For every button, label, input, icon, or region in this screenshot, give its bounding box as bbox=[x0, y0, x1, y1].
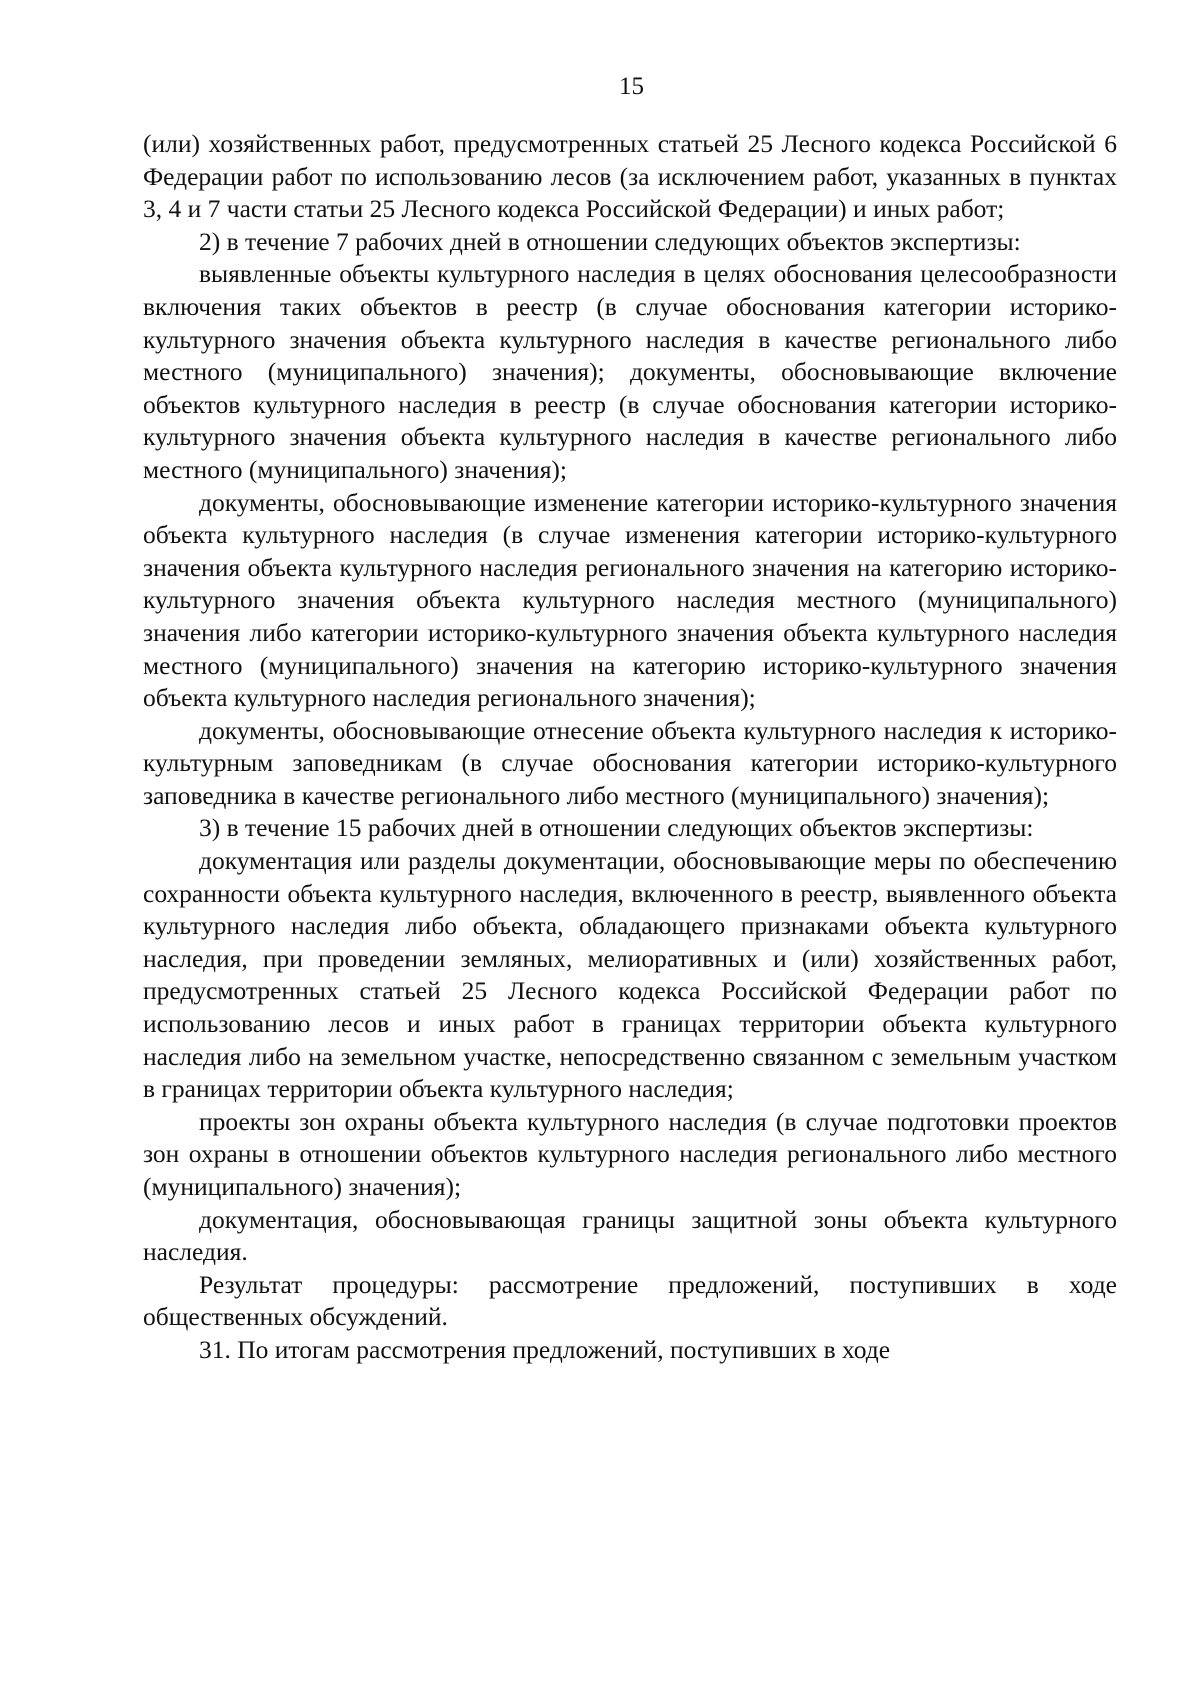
paragraph: проекты зон охраны объекта культурного наследия (в случае подготовки проектов зон охраны в отношении объектов культурного наследия регионального либо местного (муниципального) значения); bbox=[143, 1106, 1117, 1201]
page-number: 15 bbox=[619, 73, 644, 100]
paragraph: 31. По итогам рассмотрения предложений, поступивших в ходе bbox=[199, 1334, 891, 1364]
paragraph: документация или разделы документации, обосновывающие меры по обеспечению сохранности объекта культурного наследия, включенного в реестр, выявленного объекта культурного наследия либо объекта, обладающего признаками объекта культурного наследия, при проведении земляных, мелиоративных и (или) хозяйственных работ, предусмотренных статьей 25 Лесного кодекса Российской Федерации работ по использованию лесов и иных работ в границах территории объекта культурного наследия либо на земельном участке, непосредственно связанном с земельным участком в границах территории объекта культурного наследия; bbox=[143, 846, 1117, 1104]
paragraph: Результат процедуры: рассмотрение предложений, поступивших в ходе общественных обсуждений. bbox=[143, 1269, 1117, 1332]
paragraph: (или) хозяйственных работ, предусмотренных статьей 25 Лесного кодекса Российской 6 Федерации работ по использованию лесов (за исключением работ, указанных в пунктах 3, 4 и 7 части статьи 25 Лесного кодекса Российской Федерации) и иных работ; bbox=[143, 129, 1117, 224]
paragraph: 3) в течение 15 рабочих дней в отношении следующих объектов экспертизы: bbox=[199, 813, 1034, 843]
paragraph: 2) в течение 7 рабочих дней в отношении следующих объектов экспертизы: bbox=[199, 226, 1021, 256]
paragraph: выявленные объекты культурного наследия в целях обоснования целесообразности включения таких объектов в реестр (в случае обоснования категории историко-культурного значения объекта культурного наследия в качестве регионального либо местного (муниципального) значения); документы, обосновывающие включение объектов культурного наследия в реестр (в случае обоснования категории историко-культурного значения объекта культурного наследия в качестве регионального либо местного (муниципального) значения); bbox=[143, 259, 1117, 484]
document-body bbox=[143, 128, 1117, 1367]
paragraph: документы, обосновывающие изменение категории историко-культурного значения объекта культурного наследия (в случае изменения категории историко-культурного значения объекта культурного наследия регионального значения на категорию историко-культурного значения объекта культурного наследия местного (муниципального) значения либо категории историко-культурного значения объекта культурного наследия местного (муниципального) значения на категорию историко-культурного значения объекта культурного наследия регионального значения); bbox=[143, 487, 1117, 713]
paragraph: документы, обосновывающие отнесение объекта культурного наследия к историко-культурным заповедникам (в случае обоснования категории историко-культурного заповедника в качестве регионального либо местного (муниципального) значения); bbox=[143, 715, 1117, 810]
paragraph: документация, обосновывающая границы защитной зоны объекта культурного наследия. bbox=[143, 1204, 1117, 1267]
